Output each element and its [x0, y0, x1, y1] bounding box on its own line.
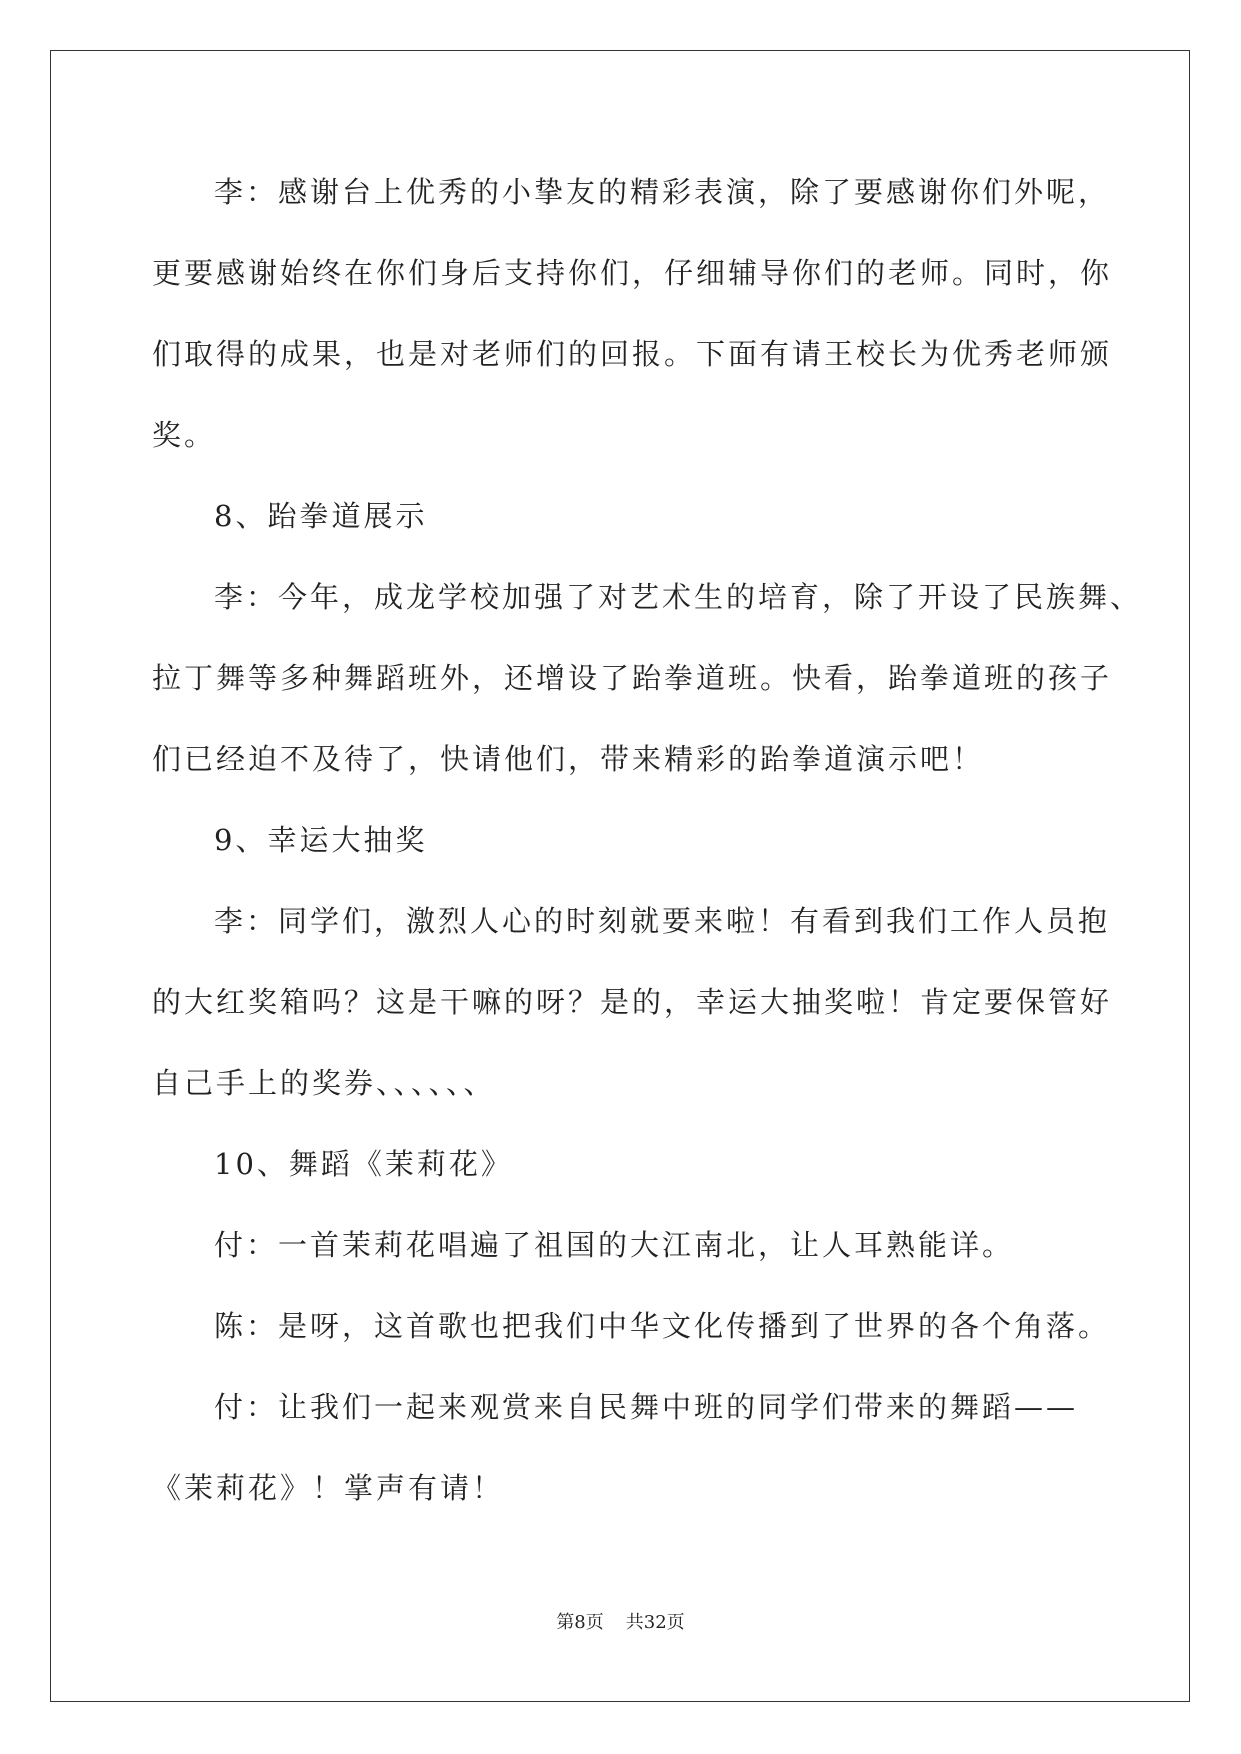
page-total: 共32页	[625, 1612, 685, 1633]
document-body	[152, 162, 1143, 1539]
page-footer	[0, 1608, 1241, 1634]
paragraph-line: 付：一首茉莉花唱遍了祖国的大江南北，让人耳熟能详。	[214, 1228, 1015, 1262]
paragraph-line: 奖。	[152, 418, 217, 452]
paragraph-line: 更要感谢始终在你们身后支持你们，仔细辅导你们的老师。同时，你	[152, 256, 1113, 290]
paragraph-line: 李：今年，成龙学校加强了对艺术生的培育，除了开设了民族舞、	[214, 580, 1143, 614]
section-heading: 8、跆拳道展示	[214, 499, 428, 533]
section-heading: 9、幸运大抽奖	[214, 823, 428, 857]
paragraph-line: 付：让我们一起来观赏来自民舞中班的同学们带来的舞蹈——	[214, 1390, 1079, 1424]
paragraph-line: 李：同学们，激烈人心的时刻就要来啦！有看到我们工作人员抱	[214, 904, 1111, 938]
section-heading: 10、舞蹈《茉莉花》	[214, 1147, 513, 1181]
paragraph-line: 《茉莉花》！掌声有请！	[152, 1471, 505, 1505]
paragraph-line: 拉丁舞等多种舞蹈班外，还增设了跆拳道班。快看，跆拳道班的孩子	[152, 661, 1113, 695]
paragraph-line: 李：感谢台上优秀的小挚友的精彩表演，除了要感谢你们外呢，	[214, 175, 1111, 209]
paragraph-line: 的大红奖箱吗？这是干嘛的呀？是的，幸运大抽奖啦！肯定要保管好	[152, 985, 1113, 1019]
page-number: 第8页	[556, 1612, 604, 1633]
paragraph-line: 们已经迫不及待了，快请他们，带来精彩的跆拳道演示吧！	[152, 742, 985, 776]
paragraph-line: 们取得的成果，也是对老师们的回报。下面有请王校长为优秀老师颁	[152, 337, 1113, 371]
paragraph-line: 陈：是呀，这首歌也把我们中华文化传播到了世界的各个角落。	[214, 1309, 1111, 1343]
paragraph-line: 自己手上的奖券、、、、、、	[152, 1066, 496, 1100]
